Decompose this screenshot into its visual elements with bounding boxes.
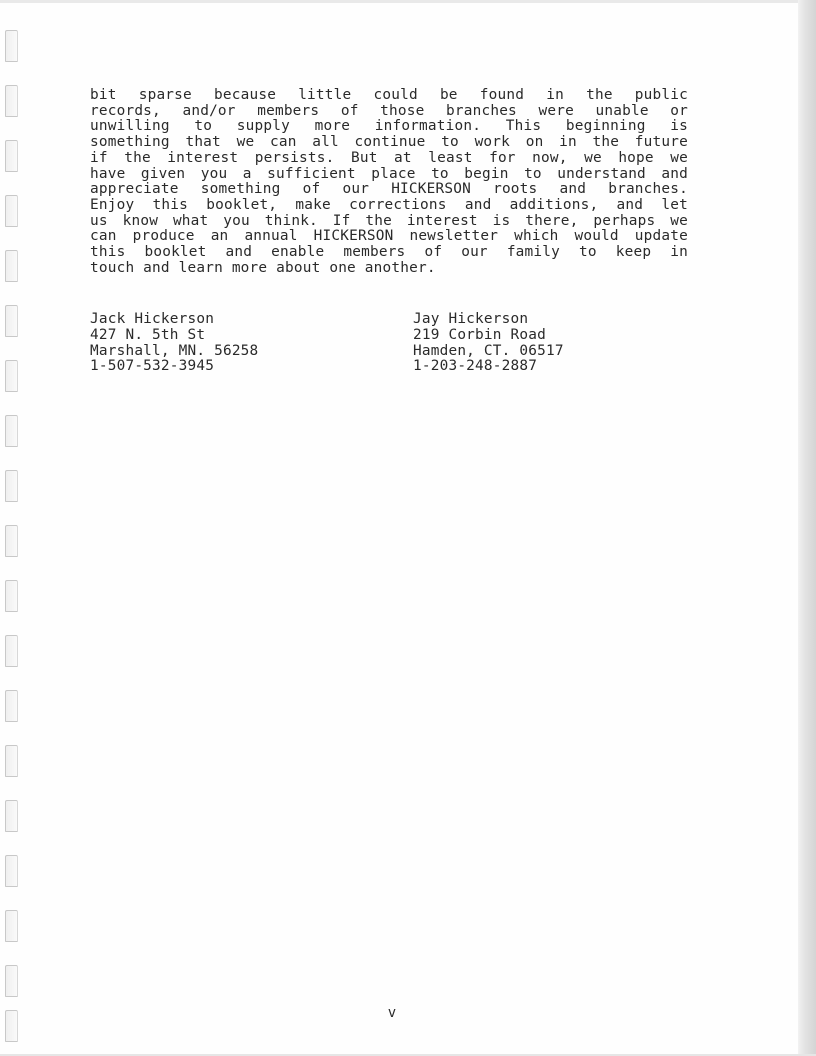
binding-hole — [5, 360, 18, 392]
contact-phone: 1-507-532-3945 — [90, 358, 215, 375]
paragraph-line: have given you a sufficient place to begin to understand and — [90, 165, 688, 182]
binding-hole — [5, 635, 18, 667]
contact-name: Jay Hickerson — [413, 311, 529, 327]
binding-hole — [5, 470, 18, 502]
binding-hole — [5, 415, 18, 447]
paragraph-line: something that we can all continue to work on in the future — [90, 134, 688, 151]
paragraph-line: us know what you think. If the interest is there, perhaps we — [90, 212, 688, 229]
contact-city: Marshall, MN. 56258 — [90, 342, 259, 359]
paragraph-line: can produce an annual HICKERSON newsletter which would update — [90, 228, 688, 245]
contact-name: Jack Hickerson — [90, 311, 215, 327]
page-right-shadow — [798, 0, 816, 1056]
paragraph-line: appreciate something of our HICKERSON roots and branches. — [90, 181, 688, 198]
contact-phone: 1-203-248-2887 — [413, 358, 538, 375]
binding-hole — [5, 195, 18, 227]
contact-street: 427 N. 5th St — [90, 326, 206, 343]
binding-hole — [5, 745, 18, 777]
binding-hole — [5, 690, 18, 722]
binding-hole — [5, 965, 18, 997]
contact-street: 219 Corbin Road — [413, 326, 546, 343]
paragraph-line: if the interest persists. But at least for now, we hope we — [90, 149, 688, 166]
binding-hole — [5, 250, 18, 282]
binding-hole — [5, 85, 18, 117]
binding-hole — [5, 855, 18, 887]
paragraph-line: touch and learn more about one another. — [90, 259, 436, 276]
body-paragraph — [90, 88, 688, 276]
binding-hole — [5, 910, 18, 942]
paragraph-line: records, and/or members of those branches were unable or — [90, 102, 688, 119]
binding-hole — [5, 30, 18, 62]
contact-jay-hickerson — [413, 312, 564, 375]
paragraph-line: unwilling to supply more information. This beginning is — [90, 118, 688, 135]
binding-hole — [5, 580, 18, 612]
page-number: v — [387, 1005, 397, 1021]
paragraph-line: bit sparse because little could be found in the public — [90, 87, 688, 103]
contact-jack-hickerson — [90, 312, 258, 375]
binding-hole — [5, 800, 18, 832]
page-top-edge — [0, 0, 816, 3]
paragraph-line: Enjoy this booklet, make corrections and additions, and let — [90, 196, 688, 213]
contact-city: Hamden, CT. 06517 — [413, 342, 564, 359]
binding-hole — [5, 140, 18, 172]
binding-hole — [5, 1010, 18, 1042]
paragraph-line: this booklet and enable members of our family to keep in — [90, 244, 688, 261]
binding-hole — [5, 525, 18, 557]
binding-hole — [5, 305, 18, 337]
binding-holes — [5, 30, 19, 1040]
